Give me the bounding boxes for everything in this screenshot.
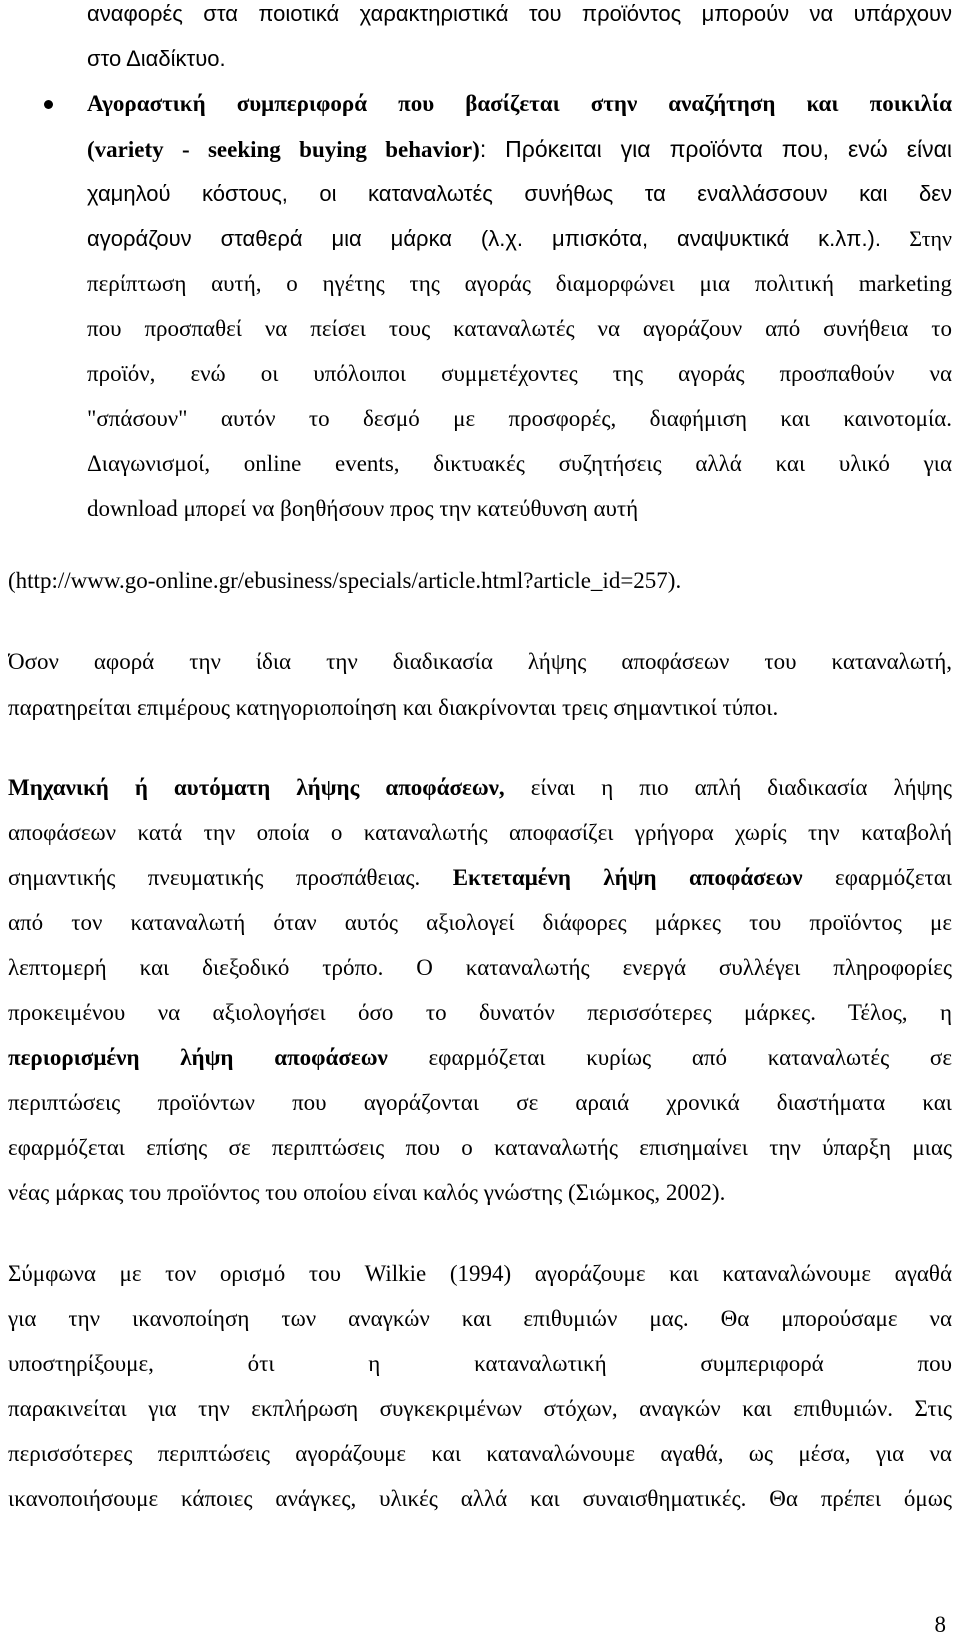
text-line: νέας μάρκας του προϊόντος του οποίου είναι καλός γνώστης (Σιώμκος, 2002). [8, 1180, 726, 1205]
text-line: περιορισμένη λήψη αποφάσεων εφαρμόζεται κυρίως από καταναλωτές σε [8, 1045, 952, 1070]
text-line: αγοράζουν σταθερά μια μάρκα (λ.χ. μπισκότα, αναψυκτικά κ.λπ.). Στην [87, 226, 952, 251]
page-number: 8 [934, 1612, 946, 1637]
text-line: Σύμφωνα με τον ορισμό του Wilkie (1994) αγοράζουμε και καταναλώνουμε αγαθά [8, 1261, 952, 1286]
text-line: περισσότερες περιπτώσεις αγοράζουμε και καταναλώνουμε αγαθά, ως μέσα, για να [8, 1441, 952, 1466]
text-line: προϊόν, ενώ οι υπόλοιποι συμμετέχοντες της αγοράς προσπαθούν να [87, 361, 952, 386]
text-line: "σπάσουν" αυτόν το δεσμό με προσφορές, διαφήμιση και καινοτομία. [87, 406, 952, 431]
text-line: λεπτομερή και διεξοδικό τρόπο. Ο καταναλωτής ενεργά συλλέγει πληροφορίες [8, 955, 952, 980]
text-line: στο Διαδίκτυο. [87, 46, 226, 71]
text-line: Μηχανική ή αυτόματη λήψης αποφάσεων, είναι η πιο απλή διαδικασία λήψης [8, 775, 952, 800]
text-line: χαμηλού κόστους, οι καταναλωτές συνήθως τα εναλλάσσουν και δεν [87, 181, 952, 206]
text-line: περιπτώσεις προϊόντων που αγοράζονται σε αραιά χρονικά διαστήματα και [8, 1090, 952, 1115]
text-line: download μπορεί να βοηθήσουν προς την κατεύθυνση αυτή [87, 496, 639, 521]
text-line: ικανοποιήσουμε κάποιες ανάγκες, υλικές αλλά και συναισθηματικές. Θα πρέπει όμως [8, 1486, 952, 1511]
text-line: παρατηρείται επιμέρους κατηγοριοποίηση και διακρίνονται τρεις σημαντικοί τύποι. [8, 695, 779, 720]
text-line: εφαρμόζεται επίσης σε περιπτώσεις που ο καταναλωτής επισημαίνει την ύπαρξη μιας [8, 1135, 952, 1160]
reference-url: (http://www.go-online.gr/ebusiness/specials/article.html?article_id=257). [8, 568, 682, 593]
text-line: σημαντικής πνευματικής προσπάθειας. Εκτεταμένη λήψη αποφάσεων εφαρμόζεται [8, 865, 952, 890]
text-line: παρακινείται για την εκπλήρωση συγκεκριμένων στόχων, αναγκών και επιθυμιών. Στις [8, 1396, 952, 1421]
text-line: υποστηρίξουμε, ότι η καταναλωτική συμπεριφορά που [8, 1351, 952, 1376]
text-line: Όσον αφορά την ίδια την διαδικασία λήψης αποφάσεων του καταναλωτή, [8, 649, 952, 674]
bullet-icon [44, 100, 53, 109]
bullet-heading-line: Αγοραστική συμπεριφορά που βασίζεται στην αναζήτηση και ποικιλία [87, 91, 952, 116]
text-line: αποφάσεων κατά την οποία ο καταναλωτής αποφασίζει γρήγορα χωρίς την καταβολή [8, 820, 952, 845]
text-line: περίπτωση αυτή, ο ηγέτης της αγοράς διαμορφώνει μια πολιτική marketing [87, 271, 952, 296]
text-line: από τον καταναλωτή όταν αυτός αξιολογεί διάφορες μάρκες του προϊόντος με [8, 910, 952, 935]
text-line: για την ικανοποίηση των αναγκών και επιθυμιών μας. Θα μπορούσαμε να [8, 1306, 952, 1331]
text-line: που προσπαθεί να πείσει τους καταναλωτές να αγοράζουν από συνήθεια το [87, 316, 952, 341]
text-line: αναφορές στα ποιοτικά χαρακτηριστικά του προϊόντος μπορούν να υπάρχουν [87, 1, 952, 26]
text-line: (variety - seeking buying behavior): Πρόκειται για προϊόντα που, ενώ είναι [87, 136, 952, 162]
text-line: Διαγωνισμοί, online events, δικτυακές συζητήσεις αλλά και υλικό για [87, 451, 952, 476]
text-line: προκειμένου να αξιολογήσει όσο το δυνατόν περισσότερες μάρκες. Τέλος, η [8, 1000, 952, 1025]
